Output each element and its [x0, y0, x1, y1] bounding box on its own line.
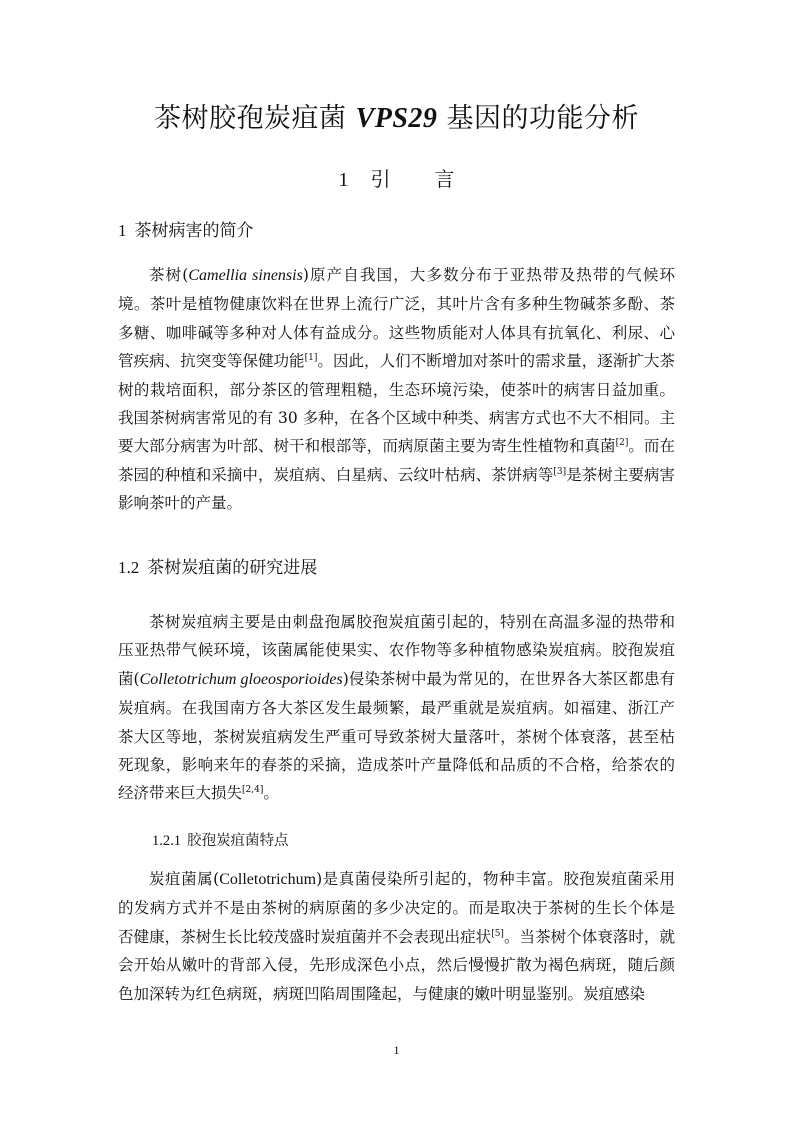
text-run: )侵染茶树中最为常见的，在世界各大茶区都患有炭疽病。在我国南方各大茶区发生最频繁，最严重就是炭疽病。如福建、浙江产茶大区等地，茶树炭疽病发生严重可导致茶树大量落叶，茶树个体衰落，甚至枯死现象，影响来年的春茶的采摘，造成茶叶产量降低和品质的不合格，给茶农的经济带来巨大损失	[118, 669, 675, 803]
section-heading-1	[118, 216, 254, 241]
section-title: 茶树病害的简介	[134, 221, 254, 241]
chapter-title-char-2: 言	[434, 167, 455, 191]
citation: [3]	[553, 466, 567, 477]
latin-name: Camellia sinensis	[188, 267, 303, 284]
chapter-number: 1	[338, 169, 349, 191]
paragraph-1	[118, 261, 675, 518]
text-run: 是茶树主要病害影响茶叶的产量。	[118, 465, 675, 513]
genus-name: Colletotrichum	[219, 871, 317, 888]
page-number: 1	[393, 1043, 400, 1057]
paragraph-3	[118, 865, 675, 1008]
text-run: 炭疽菌属(	[149, 870, 220, 888]
latin-name: Colletotrichum gloeosporioides	[139, 670, 343, 688]
text-run: 茶树(	[149, 266, 189, 284]
paragraph-2	[118, 608, 675, 808]
text-run: 。	[263, 784, 279, 803]
section-title: 茶树炭疽菌的研究进展	[147, 558, 318, 578]
paper-title	[0, 96, 793, 135]
title-prefix: 茶树胶孢炭疽菌	[153, 103, 356, 134]
text-run: 。而在茶园的种植和采摘中，炭疽病、白星病、云纹叶枯病、茶饼病等	[118, 437, 675, 484]
citation: [1]	[304, 353, 318, 364]
section-number: 1	[118, 221, 127, 240]
citation: [2]	[615, 438, 629, 449]
text-run: 茶树炭疽病主要是由刺盘孢属胶孢炭疽菌引起的，特别在高温多湿的热带和压亚热带气候环境，该菌属能使果实、农作物等多种植物感染炭疽病。胶孢炭疽菌(	[118, 613, 675, 688]
chapter-heading	[0, 163, 793, 192]
section-heading-1-2	[118, 553, 317, 578]
subsection-heading-1-2-1	[152, 829, 289, 850]
citation: [2,4]	[242, 785, 264, 796]
citation: [5]	[491, 928, 504, 939]
section-number: 1.2	[118, 558, 140, 577]
title-suffix: 基因的功能分析	[437, 103, 640, 134]
text-run: )原产自我国，大多数分布于亚热带及热带的气候环境。茶叶是植物健康饮料在世界上流行广泛，其叶片含有多种生物碱茶多酚、茶多糖、咖啡碱等多种对人体有益成分。这些物质能对人体具有抗氧化、利尿、心管疾病、抗突变等保健功能	[118, 266, 675, 371]
subsection-title: 胶孢炭疽菌特点	[187, 833, 289, 849]
subsection-number: 1.2.1	[152, 833, 181, 849]
text-run: 。因此，人们不断增加对茶叶的需求量，逐渐扩大茶树的栽培面积，部分茶区的管理粗糙，生态环境污染，使茶叶的病害日益加重。我国茶树病害常见的有 30 多种，在各个区域中种类、病害方式也不大不相同。主要大部分病害为叶部、树干和根部等，而病原菌主要为寄生性植物和真菌	[118, 352, 675, 456]
text-run: 。当茶树个体衰落时，就会开始从嫩叶的背部入侵，先形成深色小点，然后慢慢扩散为褐色病斑，随后颜色加深转为红色病斑，病斑凹陷周围隆起，与健康的嫩叶明显鉴别。炭疽感染	[118, 927, 675, 1003]
gene-name: VPS29	[355, 103, 438, 134]
chapter-title-char-1: 引	[370, 167, 391, 191]
text-run: )是真菌侵染所引起的，物种丰富。胶孢炭疽菌采用的发病方式并不是由茶树的病原菌的多少决定的。而是取决于茶树的生长个体是否健康，茶树生长比较茂盛时炭疽菌并不会表现出症状	[118, 870, 675, 946]
